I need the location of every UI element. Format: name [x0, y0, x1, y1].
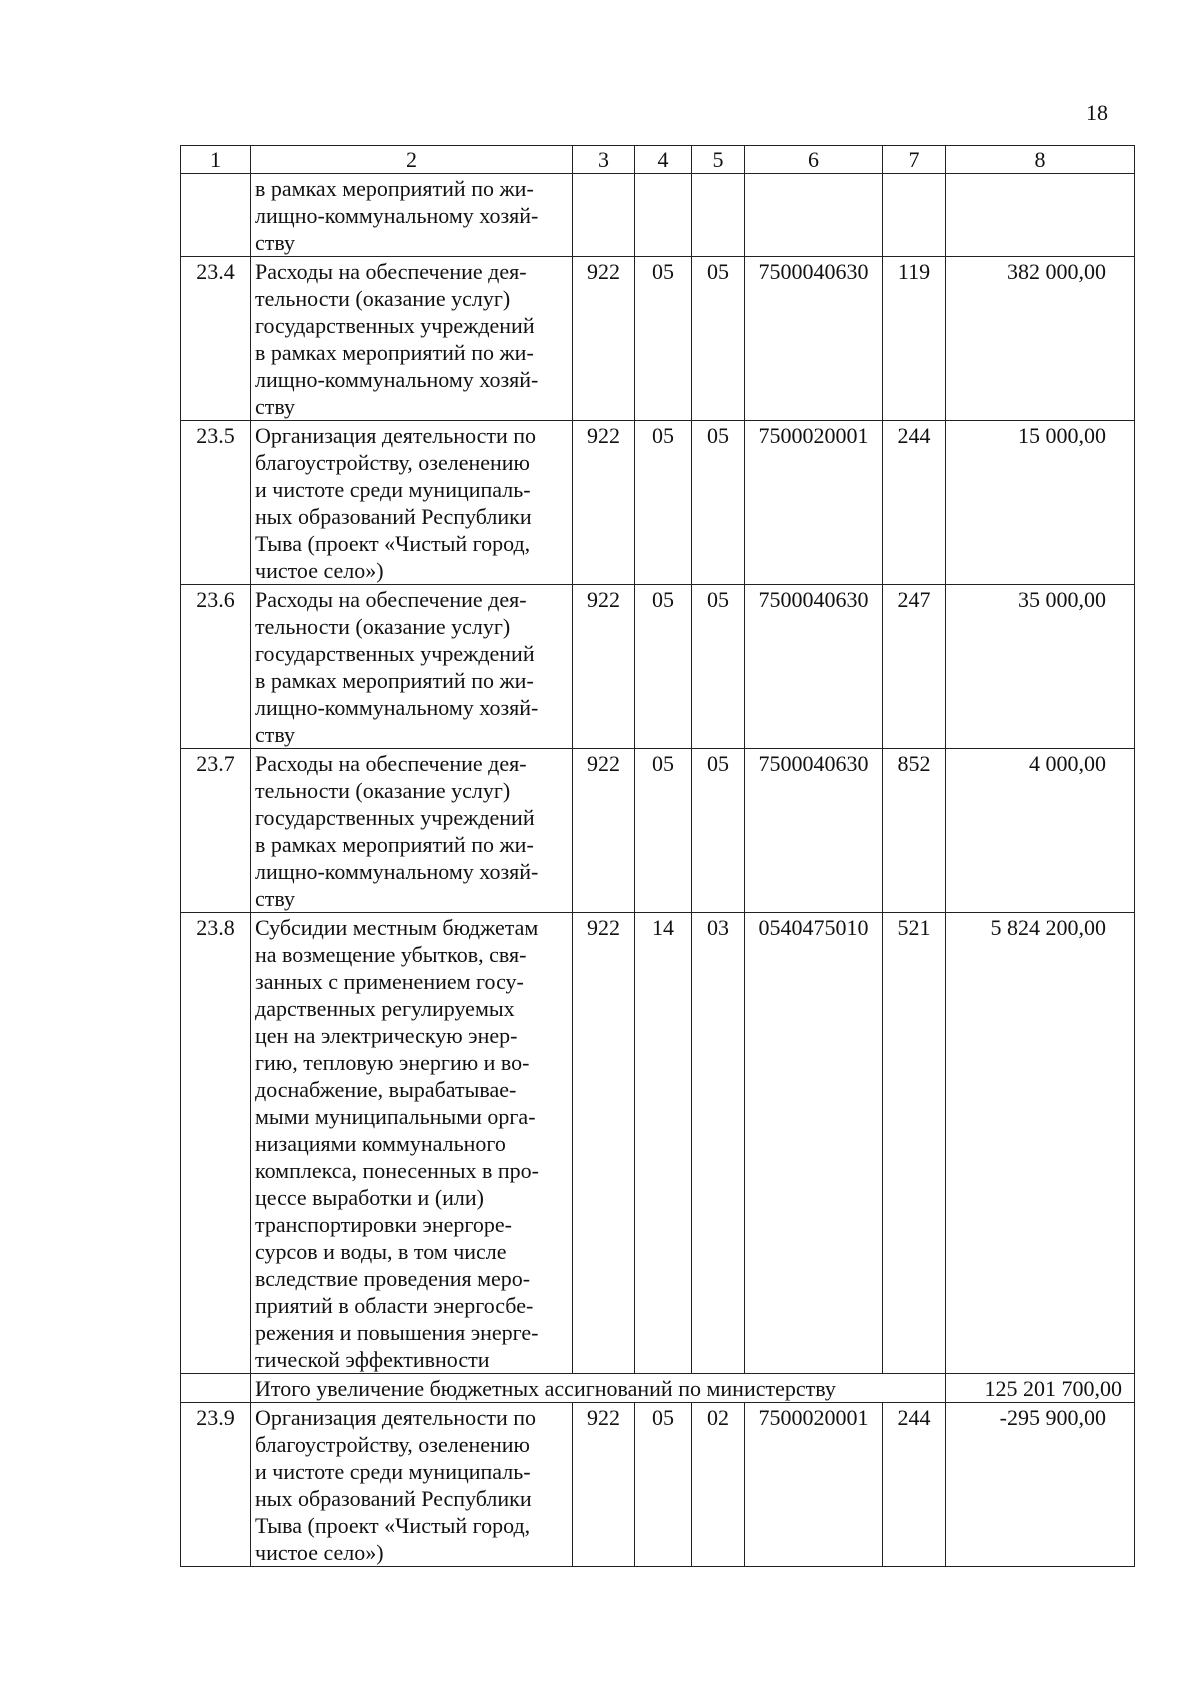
total-row — [181, 1374, 1135, 1403]
header-cell: 5 — [692, 146, 745, 174]
table-row — [181, 257, 1135, 421]
row-number — [181, 174, 251, 257]
section-code — [635, 174, 692, 257]
header-cell: 1 — [181, 146, 251, 174]
subsection-code: 03 — [692, 913, 745, 1374]
row-description: в рамках мероприятий по жи- лищно-коммунальному хозяй- ству — [251, 174, 573, 257]
target-code: 7500040630 — [745, 257, 883, 421]
ministry-code — [573, 174, 635, 257]
ministry-code: 922 — [573, 749, 635, 913]
expense-type-code: 244 — [883, 1403, 946, 1567]
header-cell: 3 — [573, 146, 635, 174]
amount: 5 824 200,00 — [946, 913, 1135, 1374]
row-description: Субсидии местным бюджетам на возмещение убытков, свя- занных с применением госу- дарственных регулируемых цен на электрическую энер- гию, тепловую энергию и во- доснабжение, вырабатывае- мыми муниципальными орга- низациями коммунального комплекса, понесенных в про- цессе выработки и (или) транспортировки энергоре- сурсов и воды, в том числе вследствие проведения меро- приятий в области энергосбе- режения и повышения энерге- тической эффективности — [251, 913, 573, 1374]
header-cell: 7 — [883, 146, 946, 174]
target-code: 7500040630 — [745, 749, 883, 913]
amount: 15 000,00 — [946, 421, 1135, 585]
row-number: 23.4 — [181, 257, 251, 421]
page-number: 18 — [1086, 100, 1108, 125]
subsection-code — [692, 174, 745, 257]
amount: -295 900,00 — [946, 1403, 1135, 1567]
amount: 35 000,00 — [946, 585, 1135, 749]
section-code: 14 — [635, 913, 692, 1374]
header-cell: 2 — [251, 146, 573, 174]
table-row — [181, 421, 1135, 585]
row-description: Организация деятельности по благоустройству, озеленению и чистоте среди муниципаль- ных образований Республики Тыва (проект «Чистый город, чистое село») — [251, 421, 573, 585]
table-row — [181, 585, 1135, 749]
table-header-row — [181, 146, 1135, 174]
expense-type-code — [883, 174, 946, 257]
section-code: 05 — [635, 749, 692, 913]
row-description: Расходы на обеспечение дея- тельности (оказание услуг) государственных учреждений в рамках мероприятий по жи- лищно-коммунальному хозяй- ству — [251, 585, 573, 749]
total-row-number-cell — [181, 1374, 251, 1403]
row-description: Организация деятельности по благоустройству, озеленению и чистоте среди муниципаль- ных образований Республики Тыва (проект «Чистый город, чистое село») — [251, 1403, 573, 1567]
row-description: Расходы на обеспечение дея- тельности (оказание услуг) государственных учреждений в рамках мероприятий по жи- лищно-коммунальному хозяй- ству — [251, 257, 573, 421]
header-cell: 6 — [745, 146, 883, 174]
section-code: 05 — [635, 1403, 692, 1567]
total-label: Итого увеличение бюджетных ассигнований по министерству — [251, 1374, 946, 1403]
ministry-code: 922 — [573, 257, 635, 421]
ministry-code: 922 — [573, 913, 635, 1374]
expense-type-code: 852 — [883, 749, 946, 913]
total-amount: 125 201 700,00 — [946, 1374, 1135, 1403]
target-code: 7500020001 — [745, 1403, 883, 1567]
subsection-code: 05 — [692, 421, 745, 585]
table-row — [181, 913, 1135, 1374]
section-code: 05 — [635, 257, 692, 421]
row-description: Расходы на обеспечение дея- тельности (оказание услуг) государственных учреждений в рамках мероприятий по жи- лищно-коммунальному хозяй- ству — [251, 749, 573, 913]
subsection-code: 05 — [692, 257, 745, 421]
subsection-code: 02 — [692, 1403, 745, 1567]
target-code: 0540475010 — [745, 913, 883, 1374]
expense-type-code: 521 — [883, 913, 946, 1374]
section-code: 05 — [635, 421, 692, 585]
row-number: 23.9 — [181, 1403, 251, 1567]
budget-table — [180, 145, 1135, 1567]
table-row — [181, 749, 1135, 913]
target-code: 7500040630 — [745, 585, 883, 749]
expense-type-code: 244 — [883, 421, 946, 585]
subsection-code: 05 — [692, 749, 745, 913]
row-number: 23.5 — [181, 421, 251, 585]
subsection-code: 05 — [692, 585, 745, 749]
amount: 382 000,00 — [946, 257, 1135, 421]
target-code: 7500020001 — [745, 421, 883, 585]
section-code: 05 — [635, 585, 692, 749]
amount: 4 000,00 — [946, 749, 1135, 913]
expense-type-code: 119 — [883, 257, 946, 421]
header-cell: 8 — [946, 146, 1135, 174]
table-row — [181, 1403, 1135, 1567]
table-row — [181, 174, 1135, 257]
ministry-code: 922 — [573, 421, 635, 585]
target-code — [745, 174, 883, 257]
amount — [946, 174, 1135, 257]
row-number: 23.6 — [181, 585, 251, 749]
row-number: 23.7 — [181, 749, 251, 913]
ministry-code: 922 — [573, 585, 635, 749]
header-cell: 4 — [635, 146, 692, 174]
expense-type-code: 247 — [883, 585, 946, 749]
ministry-code: 922 — [573, 1403, 635, 1567]
row-number: 23.8 — [181, 913, 251, 1374]
